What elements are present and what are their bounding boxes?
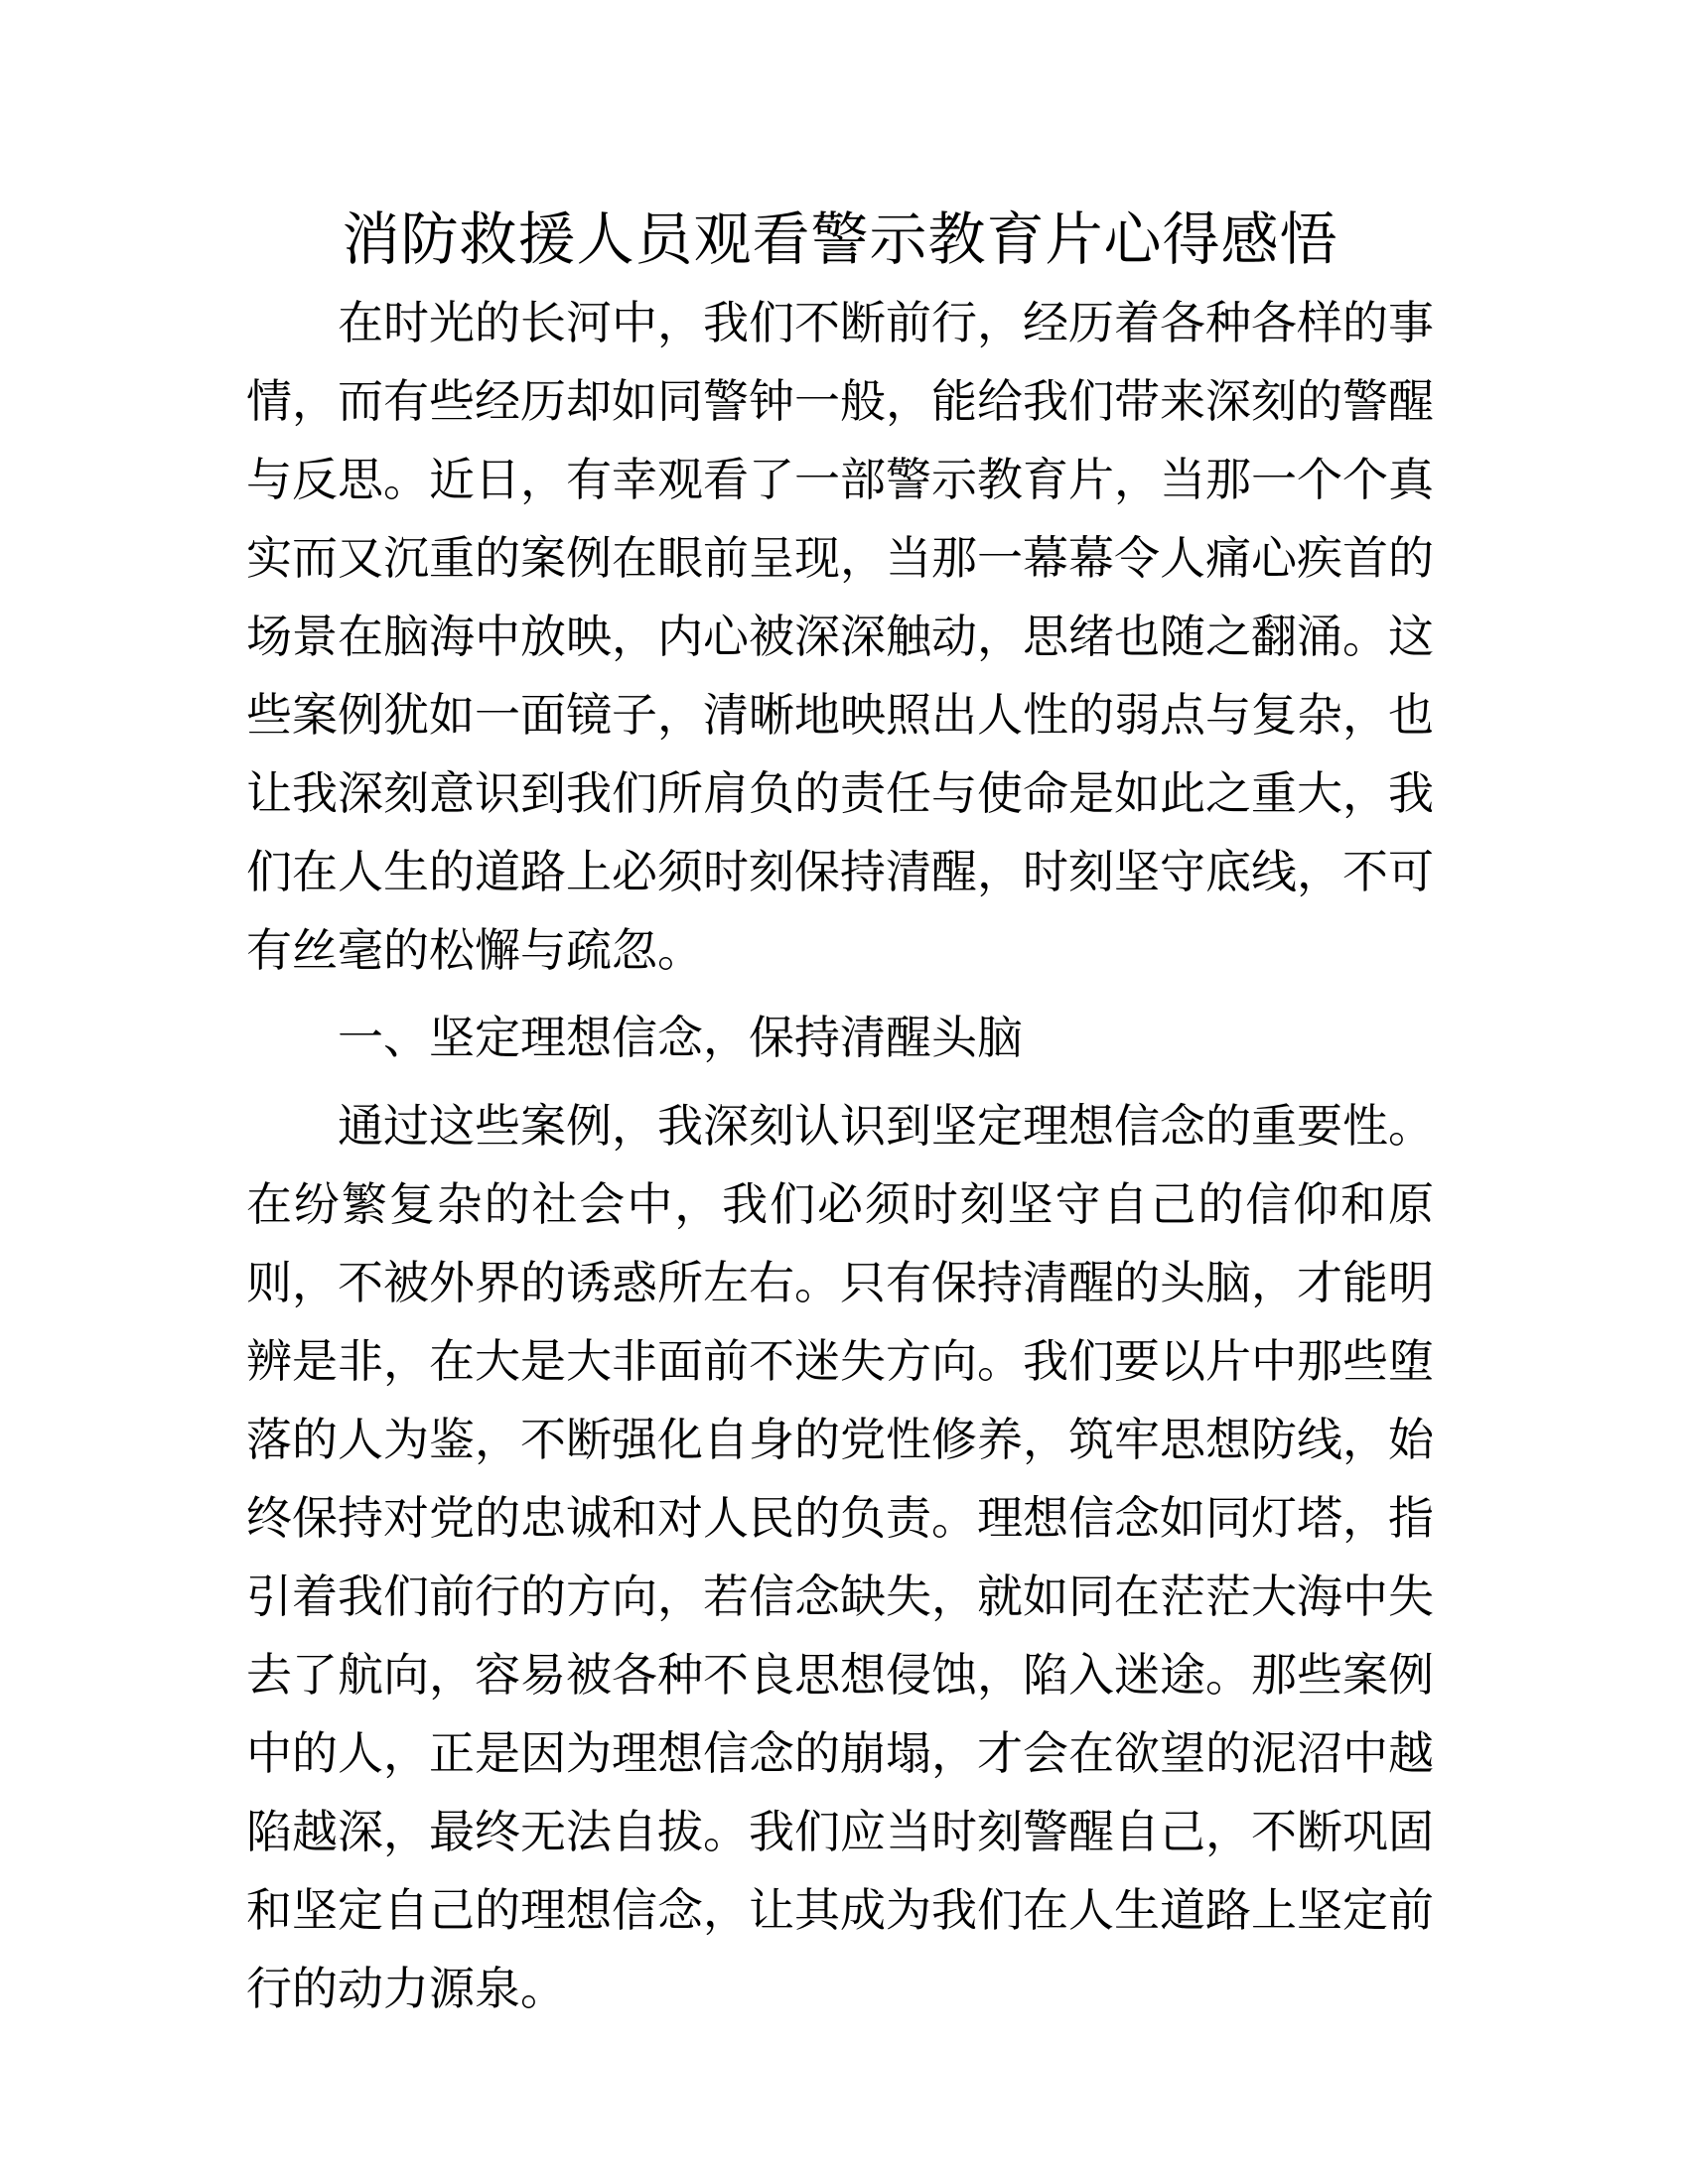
section-heading: 一、坚定理想信念，保持清醒头脑 xyxy=(338,1011,1023,1064)
section-paragraph: 通过这些案例，我深刻认识到坚定理想信念的重要性。在纷繁复杂的社会中，我们必须时刻坚守自己的信仰和原则，不被外界的诱惑所左右。只有保持清醒的头脑，才能明辨是非，在大是大非面前不迷失方向。我们要以片中那些堕落的人为鉴，不断强化自身的党性修养，筑牢思想防线，始终保持对党的忠诚和对人民的负责。理想信念如同灯塔，指引着我们前行的方向，若信念缺失，就如同在茫茫大海中失去了航向，容易被各种不良思想侵蚀，陷入迷途。那些案例中的人，正是因为理想信念的崩塌，才会在欲望的泥沼中越陷越深，最终无法自拔。我们应当时刻警醒自己，不断巩固和坚定自己的理想信念，让其成为我们在人生道路上坚定前行的动力源泉。 xyxy=(246,1099,1434,2015)
intro-paragraph: 在时光的长河中，我们不断前行，经历着各种各样的事情，而有些经历却如同警钟一般，能给我们带来深刻的警醒与反思。近日，有幸观看了一部警示教育片，当那一个个真实而又沉重的案例在眼前呈现，当那一幕幕令人痛心疾首的场景在脑海中放映，内心被深深触动，思绪也随之翻涌。这些案例犹如一面镜子，清晰地映照出人性的弱点与复杂，也让我深刻意识到我们所肩负的责任与使命是如此之重大，我们在人生的道路上必须时刻保持清醒，时刻坚守底线，不可有丝毫的松懈与疏忽。 xyxy=(246,296,1434,977)
document-title: 消防救援人员观看警示教育片心得感悟 xyxy=(342,205,1338,273)
document-page xyxy=(246,195,1434,2028)
